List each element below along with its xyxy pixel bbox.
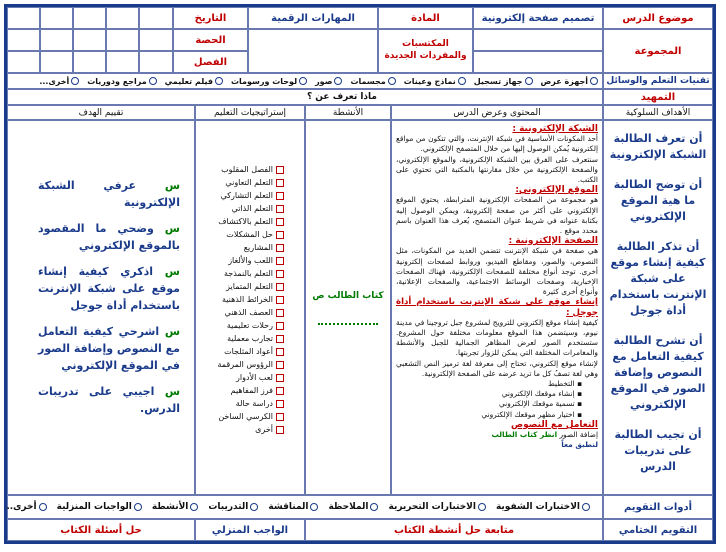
- activities-cell: [305, 120, 391, 495]
- eval-tools-label-cell: [603, 495, 713, 519]
- objectives-cell: [603, 120, 713, 495]
- col-header-content: المحتوى وعرض الدرس: [391, 105, 603, 120]
- checkbox-icon: [276, 400, 284, 408]
- objective-item: أن تذكر الطالبة كيفية إنشاء موقع على شبكة الإنترنت باستخدام أداة جوجل: [609, 240, 707, 317]
- strategies-cell: [195, 120, 305, 495]
- schedule-cell[interactable]: [40, 51, 73, 73]
- assessment-cell: [7, 120, 195, 495]
- checkbox-icon: [276, 322, 284, 330]
- radio-icon: [39, 503, 47, 511]
- strategy-item[interactable]: التعلم بالاكتشاف: [196, 215, 284, 228]
- lesson-topic-value-cell: [473, 7, 603, 29]
- final-label: التقويم الختامي: [618, 524, 698, 536]
- checkbox-icon: [276, 179, 284, 187]
- eval-option[interactable]: التدريبات: [208, 502, 258, 512]
- content-heading: التعامل مع النصوص: [511, 419, 598, 430]
- radio-icon: [478, 503, 486, 511]
- eval-tools-options: [8, 496, 602, 518]
- checkbox-icon: [276, 270, 284, 278]
- content-paragraph: لإنشاء موقع إلكتروني، تحتاج إلى معرفة لغة ترميز النص التشعبي وهي لغة تصفُ كل ما تريد عرضه على الصفحة الإلكترونية.: [396, 358, 598, 378]
- tools-options: [8, 74, 602, 88]
- radio-icon: [134, 503, 142, 511]
- subject-label-cell: [378, 7, 473, 29]
- schedule-cell[interactable]: [73, 51, 106, 73]
- tool-option[interactable]: مجسمات: [350, 77, 395, 86]
- tool-option[interactable]: صور: [315, 77, 342, 86]
- final-value-cell: [305, 519, 603, 541]
- eval-option[interactable]: الواجبات المنزلية: [57, 502, 142, 512]
- content-paragraph: كيفية إنشاء موقع إلكتروني للترويج لمشروع جبل تروجينا في مدينة نيوم، وسيتضمن هذا الموقع معلومات مختلفة حول المشروع. ستستخدم الصور لعرض المظاهر الجمالية للجبل والأنشطة والمغامرات المختلفة التي يمكن للزوار تجربتها.: [396, 317, 598, 358]
- radio-icon: [582, 503, 590, 511]
- strategy-item[interactable]: أخرى: [196, 423, 284, 436]
- activities-text: كتاب الطالب ص: [312, 291, 384, 301]
- assessment-item: س اشرحي كيفية التعامل مع النصوص وإضافة الصور في الموقع الإلكتروني: [38, 325, 180, 372]
- radio-icon: [525, 77, 533, 85]
- strategy-item[interactable]: الفصل المقلوب: [196, 163, 284, 176]
- period-label: الحصة: [195, 34, 226, 46]
- schedule-cell[interactable]: [139, 51, 173, 73]
- radio-icon: [370, 503, 378, 511]
- tool-option[interactable]: مراجع ودوريات: [87, 77, 156, 86]
- checkbox-icon: [276, 218, 284, 226]
- eval-option[interactable]: الأنشطة: [152, 502, 199, 512]
- strategy-item[interactable]: أعواد المثلجات: [196, 345, 284, 358]
- intro-value-cell: [7, 89, 603, 105]
- radio-icon: [334, 77, 342, 85]
- group-label-cell: [603, 29, 713, 73]
- radio-icon: [215, 77, 223, 85]
- checkbox-icon: [276, 426, 284, 434]
- schedule-grid: [7, 7, 173, 73]
- date-label-cell: [173, 7, 248, 29]
- subject-value: المهارات الرقمية: [271, 12, 355, 24]
- schedule-cell[interactable]: [106, 7, 139, 29]
- intro-value: ماذا تعرف عن ؟: [306, 92, 377, 102]
- group-value-cell[interactable]: [473, 51, 603, 73]
- list-item: ▪ إنشاء موقعك الإلكتروني: [501, 389, 582, 399]
- tools-label: تقنيات التعلم والوسائل: [606, 76, 710, 86]
- strategy-item[interactable]: الخرائط الذهنية: [196, 293, 284, 306]
- schedule-cell[interactable]: [106, 51, 139, 73]
- content-paragraph: هو مجموعة من الصفحات الإلكترونية المترابطة، يحتوي الموقع الإلكتروني على أكثر من صفحة إلكترونية، ويمكن الوصول إليه بكتابة عنوانه في شريط عنوان المتصفح، يُعرف هذا العنوان باسم محدد موقع .: [396, 195, 598, 236]
- schedule-cell[interactable]: [139, 7, 173, 29]
- strategy-item[interactable]: الكرسي الساخن: [196, 410, 284, 423]
- strategy-item[interactable]: التعلم بالنمذجة: [196, 267, 284, 280]
- strategies-list: [196, 163, 284, 436]
- strategy-item[interactable]: التعلم التعاوني: [196, 176, 284, 189]
- tools-options-cell: [7, 73, 603, 89]
- radio-icon: [458, 77, 466, 85]
- subject-label: المادة: [411, 12, 440, 24]
- checkbox-icon: [276, 361, 284, 369]
- checkbox-icon: [276, 257, 284, 265]
- schedule-cell[interactable]: [7, 51, 40, 73]
- col-header-activities: الأنشطة: [305, 105, 391, 120]
- eval-option[interactable]: أخرى..: [6, 502, 46, 512]
- schedule-cell[interactable]: [139, 29, 173, 51]
- col-header-assessment: تقييم الهدف: [7, 105, 195, 120]
- schedule-cell[interactable]: [7, 29, 40, 51]
- objective-item: أن تشرح الطالبة كيفية التعامل مع النصوص وإضافة الصور في الموقع الإلكتروني: [610, 334, 706, 411]
- assessment-item: س اذكري كيفية إنشاء موقع على شبكة الإنترنت باستخدام أداة جوجل: [38, 265, 180, 312]
- strategy-item[interactable]: تجارب معملية: [196, 332, 284, 345]
- checkbox-icon: [276, 244, 284, 252]
- subject-value-cell: [248, 7, 378, 29]
- content-cell: [391, 120, 603, 495]
- strategy-item[interactable]: العصف الذهني: [196, 306, 284, 319]
- strategy-item[interactable]: فرز المفاهيم: [196, 384, 284, 397]
- activities-blank-line[interactable]: [318, 323, 378, 325]
- strategy-item[interactable]: التعلم المتمايز: [196, 280, 284, 293]
- tool-option[interactable]: فيلم تعليمي: [165, 77, 223, 86]
- strategy-item[interactable]: المشاريع: [196, 241, 284, 254]
- checkbox-icon: [276, 166, 284, 174]
- checkbox-icon: [276, 374, 284, 382]
- assessment-item: س عرفي الشبكة الإلكترونية: [38, 179, 180, 209]
- content-paragraph: لنطبق معاً: [561, 440, 598, 450]
- assessment-item: س اجيبي على تدريبات الدرس.: [38, 385, 180, 415]
- radio-icon: [149, 77, 157, 85]
- tools-label-cell: [603, 73, 713, 89]
- lesson-topic-label-cell: [603, 7, 713, 29]
- lesson-topic-value: تصميم صفحة إلكترونية: [481, 12, 595, 24]
- assessment-item: س وضحي ما المقصود بالموقع الإلكتروني: [38, 222, 180, 252]
- content-paragraph: سنتعرف على الفرق بين الشبكة الإلكترونية، والموقع الإلكتروني، والصفحة الإلكترونية من خلال مقارنتها بالمكتبة التي تحتوي على الكتب.: [396, 154, 598, 185]
- schedule-cell[interactable]: [106, 29, 139, 51]
- content-heading: الموقع الإلكتروني:: [515, 185, 598, 196]
- eval-tools-label: أدوات التقويم: [623, 501, 693, 513]
- radio-icon: [299, 77, 307, 85]
- checkbox-icon: [276, 335, 284, 343]
- checkbox-icon: [276, 283, 284, 291]
- strategy-item[interactable]: دراسة حالة: [196, 397, 284, 410]
- list-item: ▪ اختيار مظهر موقعك الإلكتروني: [481, 409, 582, 419]
- strategy-item[interactable]: التعلم التشاركي: [196, 189, 284, 202]
- intro-label-cell: [603, 89, 713, 105]
- radio-icon: [190, 503, 198, 511]
- radio-icon: [250, 503, 258, 511]
- content-paragraph: إضافة الصور انظر كتاب الطالب: [491, 430, 598, 440]
- eval-option[interactable]: الملاحظة: [328, 502, 378, 512]
- intro-label: التمهيد: [640, 91, 676, 103]
- date-label: التاريخ: [194, 12, 227, 24]
- group-label: المجموعة: [634, 45, 682, 57]
- schedule-cell[interactable]: [73, 7, 106, 29]
- strategy-item[interactable]: حل المشكلات: [196, 228, 284, 241]
- strategy-item[interactable]: التعلم الذاتي: [196, 202, 284, 215]
- lesson-topic-label: موضوع الدرس: [622, 12, 694, 24]
- col-header-objectives: الأهداف السلوكية: [603, 105, 713, 120]
- objective-item: أن توضح الطالبة ما هية الموقع الإلكتروني: [613, 178, 703, 223]
- schedule-cell[interactable]: [7, 7, 40, 29]
- checkbox-icon: [276, 296, 284, 304]
- final-value: متابعة حل أنشطة الكتاب: [393, 524, 515, 536]
- objective-item: أن تجيب الطالبة على تدريبات الدرس: [614, 428, 702, 473]
- eval-option[interactable]: الاختبارات الشفوية: [496, 502, 590, 512]
- radio-icon: [388, 77, 396, 85]
- strategy-item[interactable]: لعب الأدوار: [196, 371, 284, 384]
- homework-value: حل أسئلة الكتاب: [60, 524, 142, 536]
- checkbox-icon: [276, 192, 284, 200]
- class-label: الفصل: [193, 56, 228, 68]
- objective-item: أن تعرف الطالبة الشبكة الإلكترونية: [609, 132, 707, 161]
- checkbox-icon: [276, 309, 284, 317]
- content-paragraph: أحد المكونات الأساسية في شبكة الإنترنت، والتي تتكون من مواقع إلكترونية يُمكن الوصول إليها من خلال المتصفح الإلكتروني.: [396, 134, 598, 154]
- checkbox-icon: [276, 231, 284, 239]
- schedule-cell[interactable]: [40, 7, 73, 29]
- tool-option[interactable]: لوحات ورسومات: [231, 77, 307, 86]
- checkbox-icon: [276, 387, 284, 395]
- tool-option[interactable]: نماذج وعينات: [404, 77, 466, 86]
- strategy-item[interactable]: الرؤوس المرقمة: [196, 358, 284, 371]
- eval-option[interactable]: الاختبارات التحريرية: [388, 502, 485, 512]
- homework-value-cell: [7, 519, 195, 541]
- gains-label-cell: [378, 29, 473, 73]
- group-value-cell[interactable]: [473, 29, 603, 51]
- homework-label: الواجب المنزلي: [211, 524, 289, 536]
- steps-list: [396, 379, 598, 420]
- content-heading: الصفحة الإلكترونية :: [508, 236, 598, 247]
- gains-value-cell[interactable]: [248, 29, 378, 73]
- tool-option[interactable]: جهاز تسجيل: [474, 77, 533, 86]
- eval-option[interactable]: المناقشة: [268, 502, 318, 512]
- col-header-strategies: إستراتيجيات التعليم: [195, 105, 305, 120]
- radio-icon: [71, 77, 79, 85]
- final-label-cell: [603, 519, 713, 541]
- gains-label: المكتسبات والمفردات الجديدة: [384, 39, 467, 61]
- radio-icon: [590, 77, 598, 85]
- eval-tools-options-cell: [7, 495, 603, 519]
- checkbox-icon: [276, 413, 284, 421]
- period-label-cell: [173, 29, 248, 51]
- tool-option[interactable]: أخرى...: [39, 77, 79, 86]
- checkbox-icon: [276, 205, 284, 213]
- content-heading: إنشاء موقع على شبكة الإنترنت باستخدام أداة جوجل :: [396, 297, 598, 318]
- class-label-cell: [173, 51, 248, 73]
- content-heading: الشبكة الإلكترونية :: [512, 124, 598, 134]
- checkbox-icon: [276, 348, 284, 356]
- list-item: ▪ التخطيط: [548, 379, 582, 389]
- list-item: ▪ تسمية موقعك الإلكتروني: [499, 399, 582, 409]
- strategy-item[interactable]: اللعب والألغاز: [196, 254, 284, 267]
- strategy-item[interactable]: رحلات تعليمية: [196, 319, 284, 332]
- homework-label-cell: [195, 519, 305, 541]
- schedule-cell[interactable]: [73, 29, 106, 51]
- radio-icon: [310, 503, 318, 511]
- lesson-plan-sheet: [4, 4, 716, 544]
- schedule-cell[interactable]: [40, 29, 73, 51]
- content-paragraph: هي صفحة في شبكة الإنترنت تتضمن العديد من المكونات، مثل النصوص، والصور، ومقاطع الفيديو، وروابط لصفحات إلكترونية أخرى. توجد أنواع مختلفة للصفحات الإلكترونية، فهناك الصفحات الإخبارية، وصفحات الوسائط الاجتماعية، والصفحات الإعلانية، وأنواع أخرى كثيرة: [396, 246, 598, 297]
- tool-option[interactable]: أجهزة عرض: [541, 77, 598, 86]
